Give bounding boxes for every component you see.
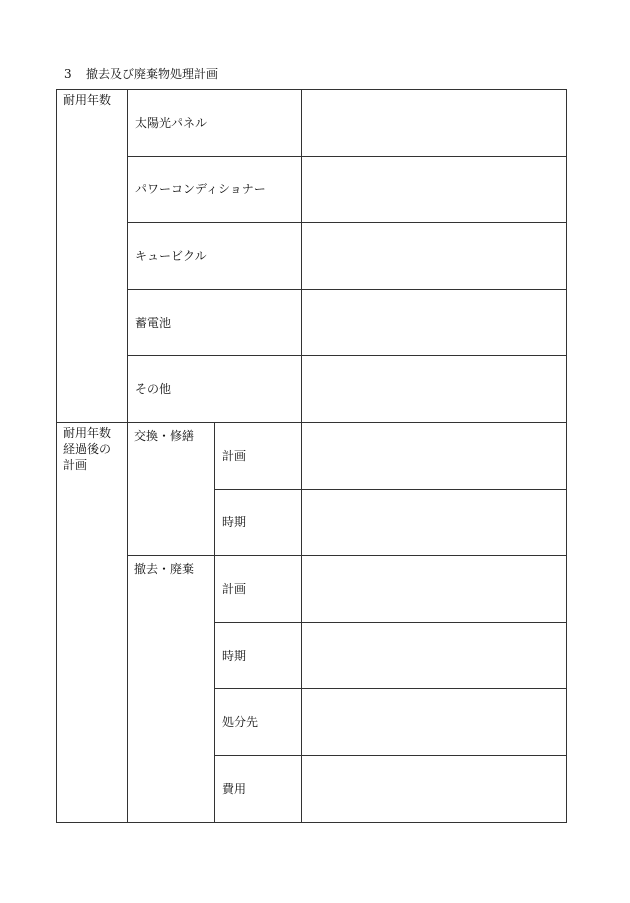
table-row bbox=[57, 156, 567, 223]
useful-life-value-storage-battery[interactable] bbox=[302, 289, 567, 356]
useful-life-value-power-conditioner[interactable] bbox=[302, 156, 567, 223]
useful-life-value-other[interactable] bbox=[302, 356, 567, 423]
section-number: 3 bbox=[64, 67, 72, 81]
disposal-plan-table bbox=[56, 89, 567, 823]
table-row bbox=[57, 90, 567, 157]
disposal-cost-value[interactable] bbox=[302, 755, 567, 822]
removal-disposal-label: 撤去・廃棄 bbox=[128, 556, 215, 822]
disposal-cost-label: 費用 bbox=[215, 755, 302, 822]
replace-repair-timing-value[interactable] bbox=[302, 489, 567, 556]
replace-repair-plan-value[interactable] bbox=[302, 422, 567, 489]
removal-plan-value[interactable] bbox=[302, 556, 567, 623]
disposal-destination-value[interactable] bbox=[302, 689, 567, 756]
after-life-header-line: 経過後の bbox=[63, 441, 112, 456]
item-label-power-conditioner: パワーコンディショナー bbox=[128, 156, 302, 223]
replace-repair-label: 交換・修繕 bbox=[128, 422, 215, 555]
table-row bbox=[57, 223, 567, 290]
after-life-header-line: 計画 bbox=[63, 457, 88, 472]
table-row bbox=[57, 422, 567, 489]
disposal-destination-label: 処分先 bbox=[215, 689, 302, 756]
table-row bbox=[57, 556, 567, 623]
after-life-header-line: 耐用年数 bbox=[63, 425, 112, 440]
table-row bbox=[57, 356, 567, 423]
useful-life-header: 耐用年数 bbox=[57, 90, 128, 423]
after-life-header bbox=[57, 422, 128, 822]
removal-timing-value[interactable] bbox=[302, 622, 567, 689]
section-title-text: 撤去及び廃棄物処理計画 bbox=[86, 67, 219, 81]
useful-life-value-cubicle[interactable] bbox=[302, 223, 567, 290]
section-title bbox=[64, 66, 218, 82]
item-label-solar-panel: 太陽光パネル bbox=[128, 90, 302, 157]
replace-repair-plan-label: 計画 bbox=[215, 422, 302, 489]
item-label-cubicle: キュービクル bbox=[128, 223, 302, 290]
replace-repair-timing-label: 時期 bbox=[215, 489, 302, 556]
removal-plan-label: 計画 bbox=[215, 556, 302, 623]
removal-timing-label: 時期 bbox=[215, 622, 302, 689]
item-label-storage-battery: 蓄電池 bbox=[128, 289, 302, 356]
table-row bbox=[57, 289, 567, 356]
item-label-other: その他 bbox=[128, 356, 302, 423]
useful-life-value-solar-panel[interactable] bbox=[302, 90, 567, 157]
